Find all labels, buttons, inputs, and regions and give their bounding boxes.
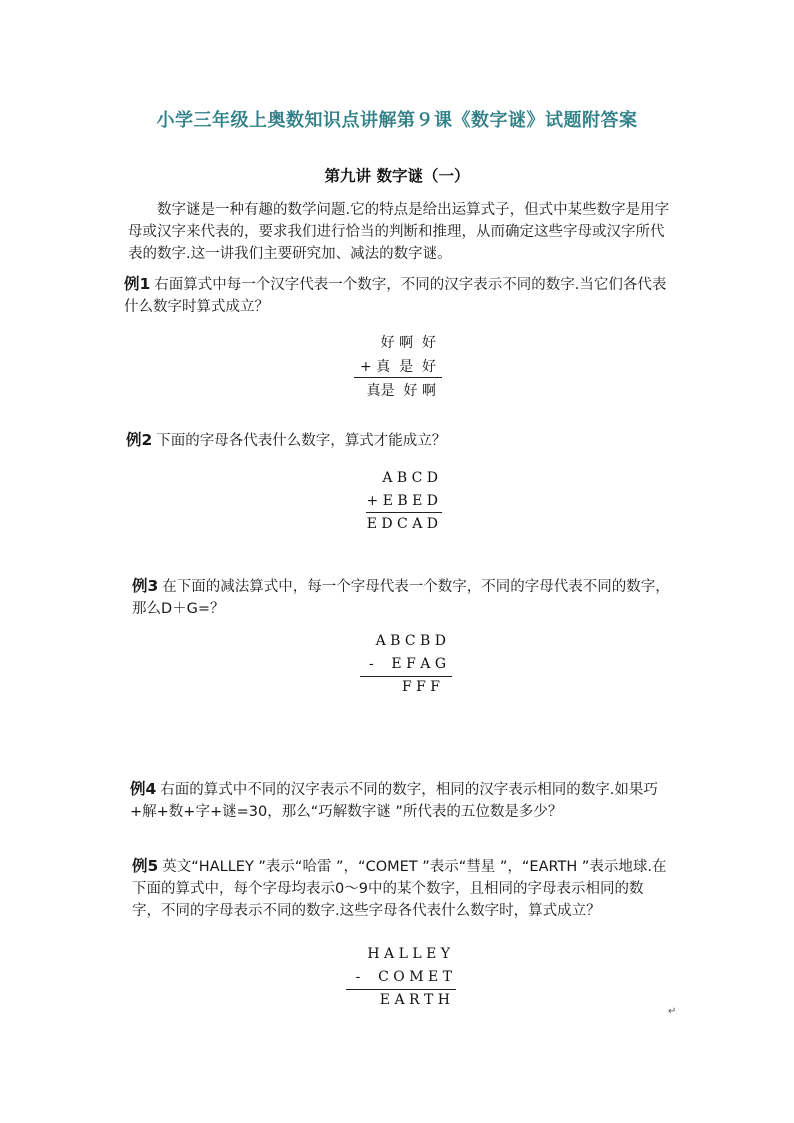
equation-3 bbox=[352, 631, 452, 701]
example-text: 下面的字母各代表什么数字，算式才能成立？ bbox=[156, 433, 447, 449]
sum-line bbox=[366, 512, 442, 513]
equation-1 bbox=[350, 330, 442, 404]
example-3 bbox=[132, 575, 672, 620]
equation-row: + 真 是 好 bbox=[360, 359, 436, 375]
sum-line bbox=[354, 377, 442, 378]
difference-line bbox=[360, 676, 452, 677]
example-text: 右面的算式中不同的汉字表示不同的数字，相同的汉字表示相同的数字.如果巧+解+数+字+谜=30，那么“巧解数字谜 ”所代表的五位数是多少？ bbox=[130, 782, 658, 820]
equation-row: + E B E D bbox=[366, 493, 438, 509]
equation-5 bbox=[340, 944, 456, 1014]
example-text: 右面算式中每一个汉字代表一个数字，不同的汉字表示不同的数字.当它们各代表什么数字时算式成立？ bbox=[124, 277, 667, 315]
example-5 bbox=[132, 855, 672, 922]
equation-row: A B C B D bbox=[375, 633, 446, 649]
difference-line bbox=[346, 989, 456, 990]
equation-row: H A L L E Y bbox=[367, 946, 450, 962]
equation-row: - C O M E T bbox=[355, 969, 452, 985]
equation-row: 真是 好 啊 bbox=[366, 383, 436, 399]
example-1 bbox=[124, 273, 669, 318]
document-title: 小学三年级上奥数知识点讲解第９课《数字谜》试题附答案 bbox=[156, 110, 638, 131]
example-text: 英文“HALLEY ”表示“哈雷 ”，“COMET ”表示“彗星 ”，“EARTH ”表示地球.在下面的算式中，每个字母均表示0～9中的某个数字，且相同的字母表示相同的数字，不同的字母表示不同的数字.这些字母各代表什么数字时，算式成立？ bbox=[132, 859, 667, 919]
example-label: 例3 bbox=[132, 577, 159, 595]
example-label: 例4 bbox=[130, 780, 157, 798]
equation-row: E A R T H bbox=[379, 992, 450, 1008]
example-4 bbox=[130, 778, 672, 823]
example-label: 例5 bbox=[132, 857, 159, 875]
intro-paragraph: 数字谜是一种有趣的数学问题.它的特点是给出运算式子，但式中某些数字是用字母或汉字来代表的，要求我们进行恰当的判断和推理，从而确定这些字母或汉字所代表的数字.这一讲我们主要研究加、减法的数字谜。 bbox=[128, 202, 670, 262]
example-text: 在下面的减法算式中，每一个字母代表一个数字，不同的字母代表不同的数字，那么D＋G=？ bbox=[132, 579, 670, 617]
equation-row: 好 啊 好 bbox=[380, 335, 436, 351]
equation-row: F F F bbox=[401, 679, 440, 695]
equation-row: A B C D bbox=[382, 470, 438, 486]
lesson-heading: 第九讲 数字谜（一） bbox=[324, 167, 470, 185]
example-2 bbox=[126, 429, 671, 452]
example-label: 例2 bbox=[126, 431, 153, 449]
equation-2 bbox=[360, 468, 442, 538]
return-mark-icon: ↵ bbox=[668, 1006, 677, 1017]
example-label: 例1 bbox=[124, 275, 151, 293]
equation-row: E D C A D bbox=[366, 516, 438, 532]
equation-row: - E F A G bbox=[368, 656, 446, 672]
